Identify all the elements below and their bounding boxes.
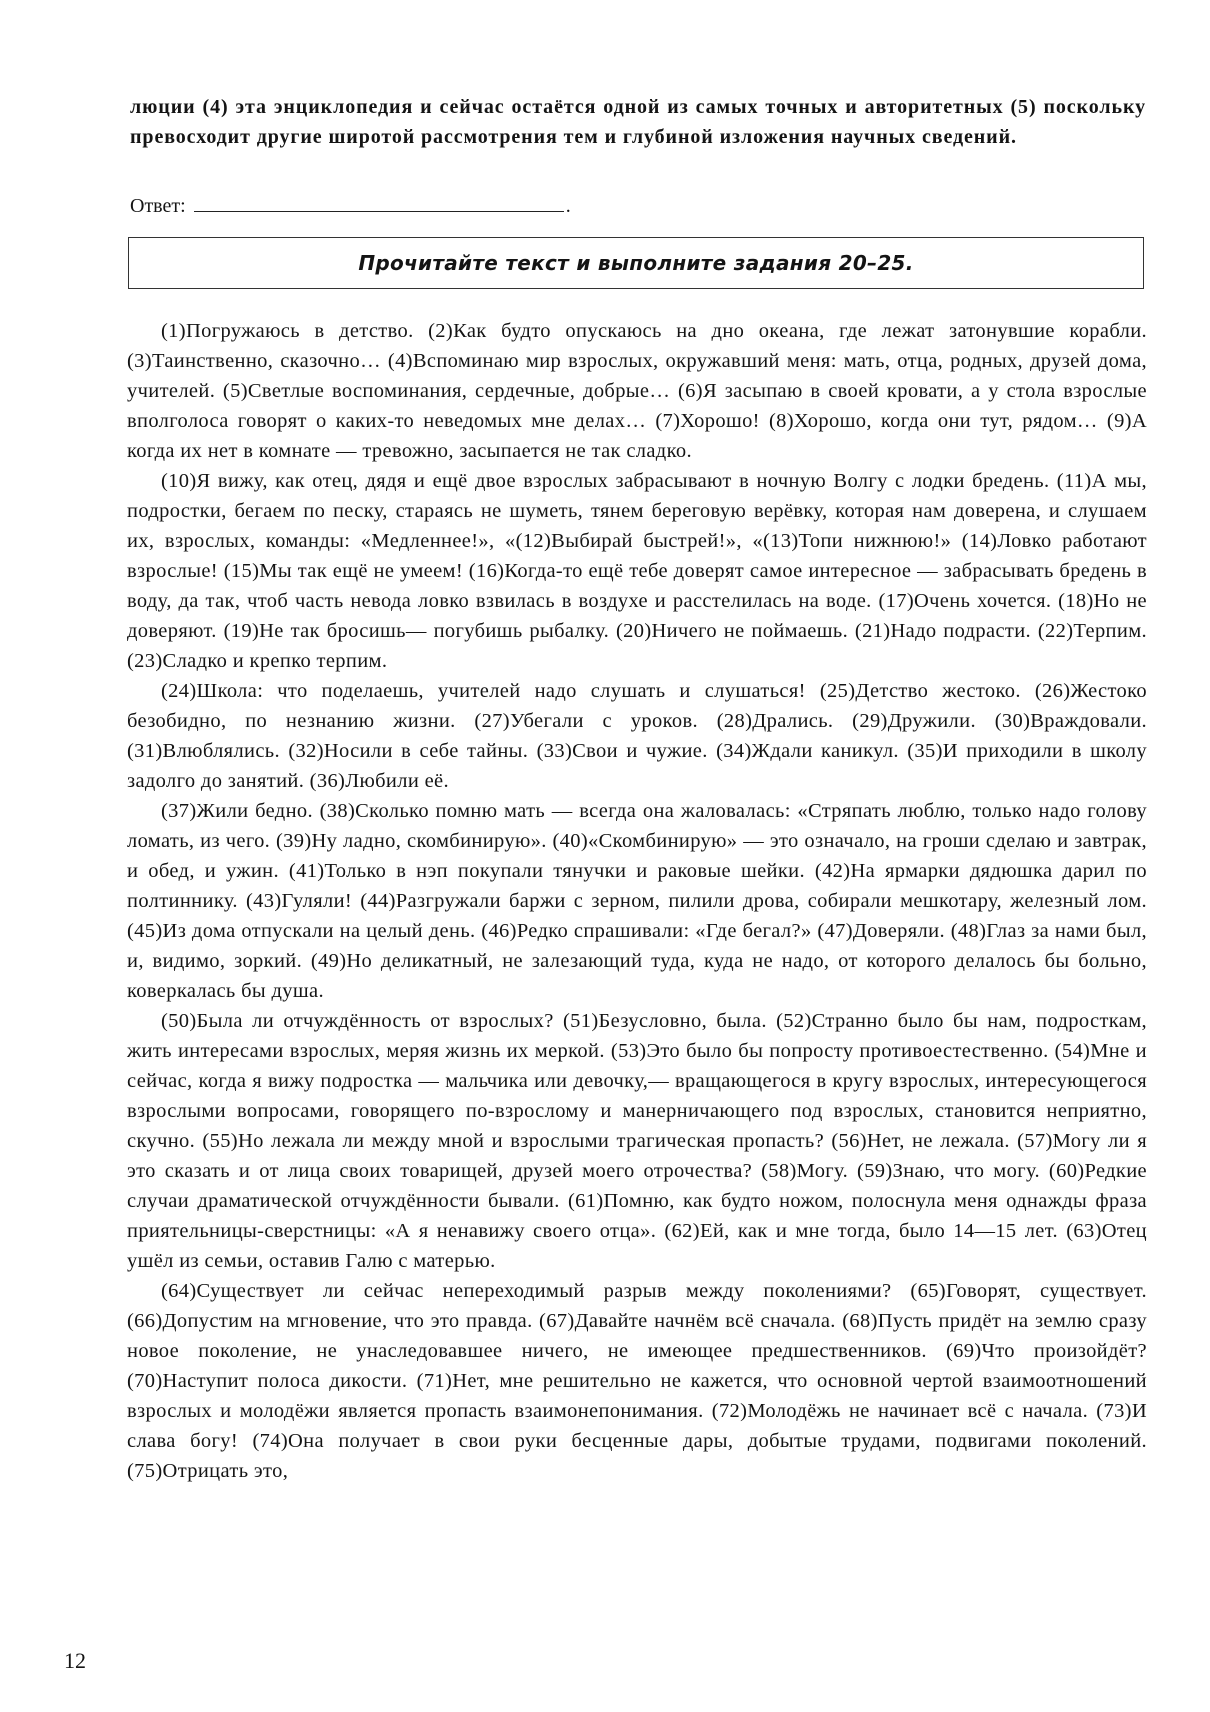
previous-task-text: люции (4) эта энциклопедия и сейчас остаётся одной из самых точных и авторитетных (5) поскольку превосходит другие широтой рассмотрения тем и глубиной изложения научных сведений. [130, 96, 1146, 148]
answer-row [130, 189, 571, 221]
task-instruction-box [128, 237, 1144, 289]
paragraph: (10)Я вижу, как отец, дядя и ещё двое взрослых забрасывают в ночную Волгу с лодки бредень. (11)А мы, подростки, бегаем по песку, стараясь не шуметь, тянем береговую верёвку, которая нам доверена, и слушаем их, взрослых, команды: «Медленнее!», «(12)Выбирай быстрей!», «(13)Топи нижнюю!» (14)Ловко работают взрослые! (15)Мы так ещё не умеем! (16)Когда-то ещё тебе доверят самое интересное — забрасывать бредень в воду, да так, чтоб часть невода ловко взвилась в воздухе и расстелилась на воде. (17)Очень хочется. (18)Но не доверяют. (19)Не так бросишь— погубишь рыбалку. (20)Ничего не поймаешь. (21)Надо подрасти. (22)Терпим. (23)Сладко и крепко терпим. [127, 470, 1147, 672]
answer-blank-line[interactable] [194, 189, 564, 212]
paragraph: (64)Существует ли сейчас непереходимый разрыв между поколениями? (65)Говорят, существует. (66)Допустим на мгновение, что это правда. (67)Давайте начнём всё сначала. (68)Пусть придёт на землю сразу новое поколение, не унаследовавшее ничего, не имеющее предшественников. (69)Что произойдёт? (70)Наступит полоса дикости. (71)Нет, мне решительно не кажется, что основной чертой взаимоотношений взрослых и молодёжи является пропасть взаимонепонимания. (72)Молодёжь не начинает всё с начала. (73)И слава богу! (74)Она получает в свои руки бесценные дары, добытые трудами, подвигами поколений. (75)Отрицать это, [127, 1280, 1147, 1482]
task-instruction: Прочитайте текст и выполните задания 20–25. [358, 251, 914, 275]
page-number: 12 [64, 1648, 86, 1673]
paragraph: (1)Погружаюсь в детство. (2)Как будто опускаюсь на дно океана, где лежат затонувшие корабли. (3)Таинственно, сказочно… (4)Вспоминаю мир взрослых, окружавший меня: мать, отца, родных, друзей дома, учителей. (5)Светлые воспоминания, сердечные, добрые… (6)Я засыпаю в своей кровати, а у стола взрослые вполголоса говорят о каких-то неведомых мне делах… (7)Хорошо! (8)Хорошо, когда они тут, рядом… (9)А когда их нет в комнате — тревожно, засыпается не так сладко. [127, 320, 1147, 462]
reading-text [127, 316, 1147, 1486]
paragraph: (37)Жили бедно. (38)Сколько помню мать — всегда она жаловалась: «Стряпать люблю, только надо голову ломать, из чего. (39)Ну ладно, скомбинирую». (40)«Скомбинирую» — это означало, на гроши сделаю и завтрак, и обед, и ужин. (41)Только в нэп покупали тянучки и раковые шейки. (42)На ярмарки дядюшка дарил по полтиннику. (43)Гуляли! (44)Разгружали баржи с зерном, пилили дрова, собирали мешкотару, железный лом. (45)Из дома отпускали на целый день. (46)Редко спрашивали: «Где бегал?» (47)Доверяли. (48)Глаз за нами был, и, видимо, зоркий. (49)Но деликатный, не залезающий туда, куда не надо, от которого делалось бы больно, коверкалась бы душа. [127, 800, 1147, 1002]
answer-period: . [565, 195, 571, 217]
paragraph: (50)Была ли отчуждённость от взрослых? (51)Безусловно, была. (52)Странно было бы нам, подросткам, жить интересами взрослых, меряя жизнь их меркой. (53)Это было бы попросту противоестественно. (54)Мне и сейчас, когда я вижу подростка — мальчика или девочку,— вращающегося в кругу взрослых, интересующегося взрослыми вопросами, говорящего по-взрослому и манерничающего под взрослых, становится неприятно, скучно. (55)Но лежала ли между мной и взрослыми трагическая пропасть? (56)Нет, не лежала. (57)Могу ли я это сказать и от лица своих товарищей, друзей моего отрочества? (58)Могу. (59)Знаю, что могу. (60)Редкие случаи драматической отчуждённости бывали. (61)Помню, как будто ножом, полоснула меня однажды фраза приятельницы-сверстницы: «А я ненавижу своего отца». (62)Ей, как и мне тогда, было 14—15 лет. (63)Отец ушёл из семьи, оставив Галю с матерью. [127, 1010, 1147, 1272]
paragraph: (24)Школа: что поделаешь, учителей надо слушать и слушаться! (25)Детство жестоко. (26)Жестоко безобидно, по незнанию жизни. (27)Убегали с уроков. (28)Дрались. (29)Дружили. (30)Враждовали. (31)Влюблялись. (32)Носили в себе тайны. (33)Свои и чужие. (34)Ждали каникул. (35)И приходили в школу задолго до занятий. (36)Любили её. [127, 680, 1147, 792]
answer-label: Ответ: [130, 195, 186, 217]
